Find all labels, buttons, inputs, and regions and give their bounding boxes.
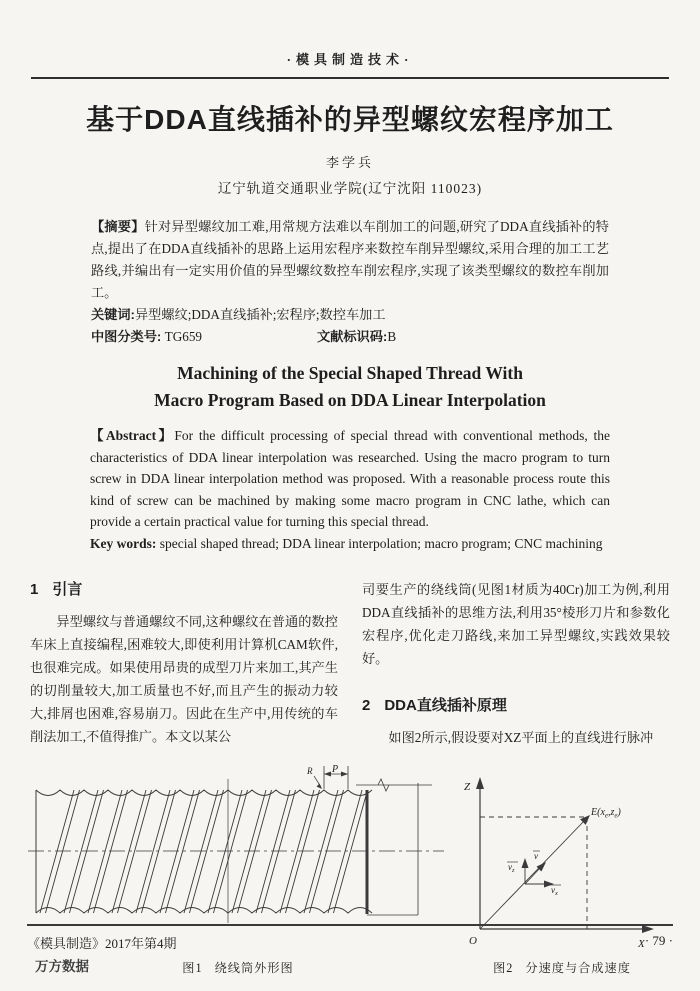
radius-arrow (317, 784, 323, 790)
pitch-label: P (332, 764, 339, 775)
article-title-cn: 基于DDA直线插补的异型螺纹宏程序加工 (86, 104, 614, 135)
figure-2-caption-text: 分速度与合成速度 (525, 961, 631, 975)
section-1-paragraph: 异型螺纹与普通螺纹不同,这种螺纹在普通的数控车床上直接编程,困难较大,即使利用计算机CAM软件,也很难完成。如果使用昂贵的成型刀片来加工,其产生的切削量较大,加工质量也不好,而且产生的振动力较大,排屑也困难,容易崩刀。因此在生产中,用传统的车削法加工,不值得推广。本文以某公 (30, 614, 338, 744)
section-2-number: 2 (362, 697, 371, 714)
pitch-arrow-left (324, 772, 331, 777)
origin-label: O (469, 935, 477, 947)
figure-1-caption-text: 绕线筒外形图 (214, 961, 294, 975)
footer-journal-issue: 《模具制造》2017年第4期 (27, 936, 177, 951)
article-title-en (0, 360, 700, 414)
abstract-en (90, 425, 610, 533)
section-1-number: 1 (30, 581, 39, 598)
vz-label: $v_z$ (508, 862, 515, 874)
article-title-en-line1: Machining of the Special Shaped Thread With (177, 363, 523, 383)
v-label: v (534, 851, 538, 861)
v-vector (525, 867, 541, 884)
point-e-label: $E(x_e,z_e)$ (591, 807, 621, 820)
keywords-cn-text: 异型螺纹;DDA直线插补;宏程序;数控车加工 (134, 307, 386, 322)
abstract-cn (91, 216, 609, 304)
keywords-en (90, 533, 610, 555)
figure-1-label: 图1 (182, 961, 203, 975)
section-1-title: 引言 (52, 581, 83, 598)
doc-code-label: 文献标识码: (317, 329, 388, 344)
thread-crest-bottom (36, 908, 372, 914)
figure-1-drawing (26, 763, 450, 951)
column-2-paragraph: 司要生产的绕线筒(见图1材质为40Cr)加工为例,利用DDA直线插补的思维方法,利用35°棱形刀片和参数化宏程序,优化走刀路线,来加工异型螺纹,实践效果较好。 (362, 582, 670, 666)
clc-value: TG659 (164, 329, 203, 344)
classification-line (91, 326, 609, 348)
clc-label: 中图分类号: (91, 329, 162, 344)
vz-arrow (522, 858, 529, 868)
column-left (30, 578, 338, 749)
abstract-cn-label: 【摘要】 (91, 219, 145, 234)
figure-2-diagram (450, 763, 665, 951)
page-number: · 79 · (644, 933, 673, 948)
thread-crest-top (36, 790, 372, 796)
article-title-en-line2: Macro Program Based on DDA Linear Interpolation (154, 390, 546, 410)
header-divider (31, 77, 669, 79)
z-axis-label: Z (464, 781, 471, 793)
abstract-en-label: 【Abstract】 (90, 428, 175, 443)
x-axis-label: X (638, 938, 645, 950)
abstract-en-text: For the difficult processing of special thread with conventional methods, the characteristics of DDA linear interpolation was researched. Using the macro program to turn screw in DDA linear interpolation method was proposed. With a reasonable process route this kind of screw can be machined by making some macro program in CNC lathe, which can provide a certain practical value for turning this special thread. (90, 428, 610, 529)
keywords-cn (91, 304, 609, 326)
keywords-cn-label: 关键词: (91, 307, 135, 322)
vx-label: $v_x$ (551, 885, 558, 897)
wanfang-watermark: 万方数据 (35, 959, 89, 974)
doc-code-value: B (387, 329, 397, 344)
journal-section-header: ·模具制造技术· (286, 52, 414, 67)
author-affiliation: 辽宁轨道交通职业学院(辽宁沈阳 110023) (217, 181, 483, 196)
pitch-arrow-right (341, 772, 348, 777)
body-columns (30, 578, 670, 749)
column-right (362, 578, 670, 749)
section-2-title: DDA直线插补原理 (384, 697, 507, 714)
figure-2-label: 图2 (493, 961, 514, 975)
section-1-heading (30, 578, 338, 601)
section-2-paragraph: 如图2所示,假设要对XZ平面上的直线进行脉冲 (388, 730, 654, 745)
section-2-heading (362, 694, 670, 717)
keywords-en-text: special shaped thread; DDA linear interpolation; macro program; CNC machining (159, 535, 603, 551)
resultant-line (480, 820, 585, 929)
thread-hatch-group (40, 790, 368, 913)
radius-label: R (307, 766, 313, 776)
z-axis-arrow (476, 777, 484, 789)
footer-divider (27, 924, 673, 926)
author-name: 李学兵 (325, 155, 374, 170)
keywords-en-label: Key words: (90, 535, 157, 551)
abstract-cn-text: 针对异型螺纹加工难,用常规方法难以车削加工的问题,研究了DDA直线插补的特点,提出了在DDA直线插补的思路上运用宏程序来数控车削异型螺纹,采用合理的加工工艺路线,并编出有一定实用价值的异型螺纹数控车削宏程序,实现了该类型螺纹的数控车削加工。 (91, 219, 609, 300)
page-footer (27, 924, 673, 975)
